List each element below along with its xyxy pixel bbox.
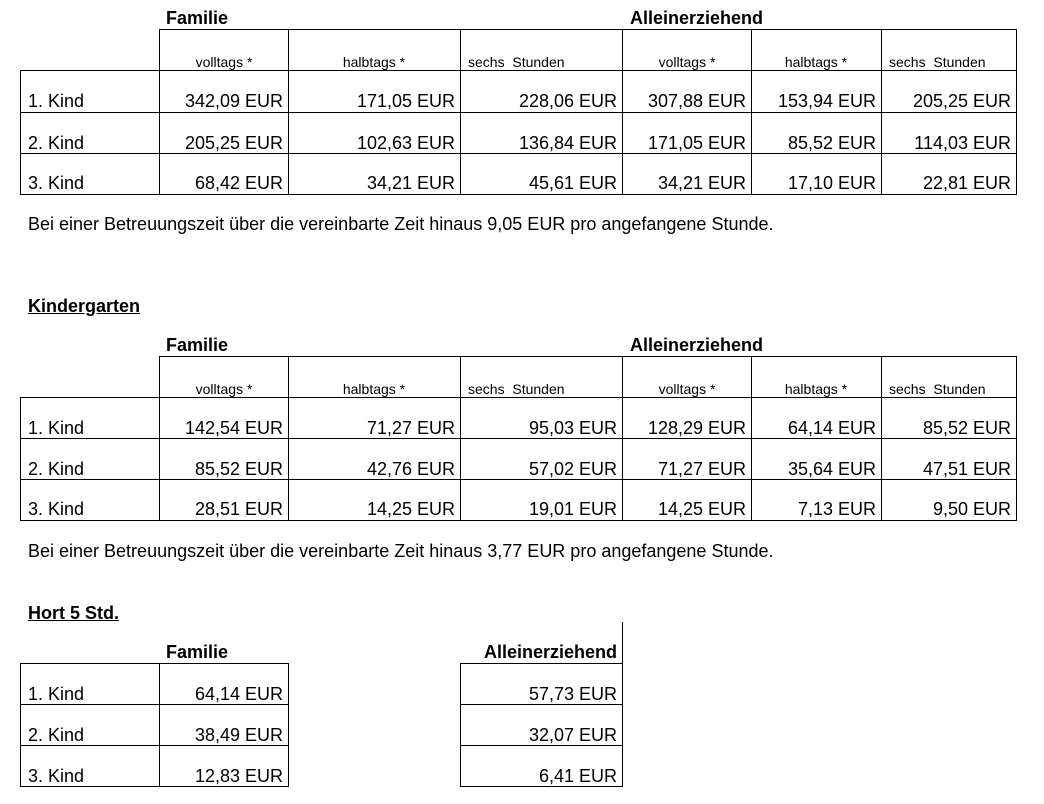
fee-cell: 42,76 EUR (366, 459, 455, 479)
fee-cell: 228,06 EUR (518, 91, 617, 111)
fee-cell: 153,94 EUR (777, 91, 876, 111)
fee-cell: 7,13 EUR (797, 499, 876, 519)
fee-cell: 17,10 EUR (787, 173, 876, 193)
fee-cell: 32,07 EUR (528, 725, 617, 745)
kindergarten-sub-header: sechs Stunden (468, 381, 565, 397)
kindergarten-heading: Kindergarten (28, 296, 141, 316)
fee-cell: 45,61 EUR (528, 173, 617, 193)
fee-cell: 64,14 EUR (194, 684, 283, 704)
krippe-sub-header: volltags * (658, 54, 716, 70)
fee-cell: 38,49 EUR (194, 725, 283, 745)
krippe-sub-header: sechs Stunden (889, 54, 986, 70)
kindergarten-sub-header: halbtags * (784, 381, 848, 397)
kindergarten-sub-header: volltags * (195, 381, 253, 397)
fee-cell: 22,81 EUR (922, 173, 1011, 193)
kindergarten-sub-header: sechs Stunden (889, 381, 986, 397)
fee-cell: 85,52 EUR (194, 459, 283, 479)
fee-cell: 6,41 EUR (538, 766, 617, 786)
fee-cell: 14,25 EUR (366, 499, 455, 519)
row-label: 3. Kind (28, 766, 85, 786)
kindergarten-sub-header: volltags * (658, 381, 716, 397)
fee-cell: 136,84 EUR (518, 133, 617, 153)
row-label: 2. Kind (28, 133, 85, 153)
kindergarten-single-header: Alleinerziehend (630, 335, 764, 355)
fee-cell: 34,21 EUR (657, 173, 746, 193)
fee-cell: 57,73 EUR (528, 684, 617, 704)
fee-cell: 205,25 EUR (912, 91, 1011, 111)
fee-cell: 171,05 EUR (356, 91, 455, 111)
fee-cell: 95,03 EUR (528, 418, 617, 438)
krippe-sub-header: halbtags * (342, 54, 406, 70)
kindergarten-family-header: Familie (166, 335, 229, 355)
fee-cell: 128,29 EUR (647, 418, 746, 438)
fee-cell: 64,14 EUR (787, 418, 876, 438)
row-label: 1. Kind (28, 684, 85, 704)
fee-cell: 71,27 EUR (366, 418, 455, 438)
fee-cell: 47,51 EUR (922, 459, 1011, 479)
row-label: 3. Kind (28, 499, 85, 519)
fee-cell: 19,01 EUR (528, 499, 617, 519)
row-label: 1. Kind (28, 418, 85, 438)
fee-cell: 342,09 EUR (184, 91, 283, 111)
fee-cell: 57,02 EUR (528, 459, 617, 479)
krippe-overtime-note: Bei einer Betreuungszeit über die vereinbarte Zeit hinaus 9,05 EUR pro angefangene Stunde. (28, 214, 774, 234)
fee-cell: 85,52 EUR (922, 418, 1011, 438)
krippe-single-header: Alleinerziehend (630, 8, 764, 28)
krippe-sub-header: halbtags * (784, 54, 848, 70)
fee-cell: 307,88 EUR (647, 91, 746, 111)
row-label: 2. Kind (28, 459, 85, 479)
fee-cell: 171,05 EUR (647, 133, 746, 153)
fee-cell: 142,54 EUR (184, 418, 283, 438)
krippe-sub-header: volltags * (195, 54, 253, 70)
krippe-family-header: Familie (166, 8, 229, 28)
kindergarten-overtime-note: Bei einer Betreuungszeit über die vereinbarte Zeit hinaus 3,77 EUR pro angefangene Stunde. (28, 541, 774, 561)
fee-cell: 14,25 EUR (657, 499, 746, 519)
fee-cell: 9,50 EUR (932, 499, 1011, 519)
fee-cell: 28,51 EUR (194, 499, 283, 519)
krippe-sub-header: sechs Stunden (468, 54, 565, 70)
row-label: 3. Kind (28, 173, 85, 193)
fee-cell: 68,42 EUR (194, 173, 283, 193)
fee-cell: 85,52 EUR (787, 133, 876, 153)
fee-cell: 114,03 EUR (914, 133, 1011, 153)
kindergarten-sub-header: halbtags * (342, 381, 406, 397)
row-label: 2. Kind (28, 725, 85, 745)
fee-cell: 71,27 EUR (657, 459, 746, 479)
fee-cell: 102,63 EUR (356, 133, 455, 153)
fee-cell: 12,83 EUR (194, 766, 283, 786)
hort-single-header: Alleinerziehend (483, 642, 617, 662)
row-label: 1. Kind (28, 91, 85, 111)
hort-family-header: Familie (166, 642, 229, 662)
fee-cell: 34,21 EUR (366, 173, 455, 193)
fee-cell: 35,64 EUR (787, 459, 876, 479)
hort-heading: Hort 5 Std. (28, 603, 120, 623)
fee-cell: 205,25 EUR (184, 133, 283, 153)
